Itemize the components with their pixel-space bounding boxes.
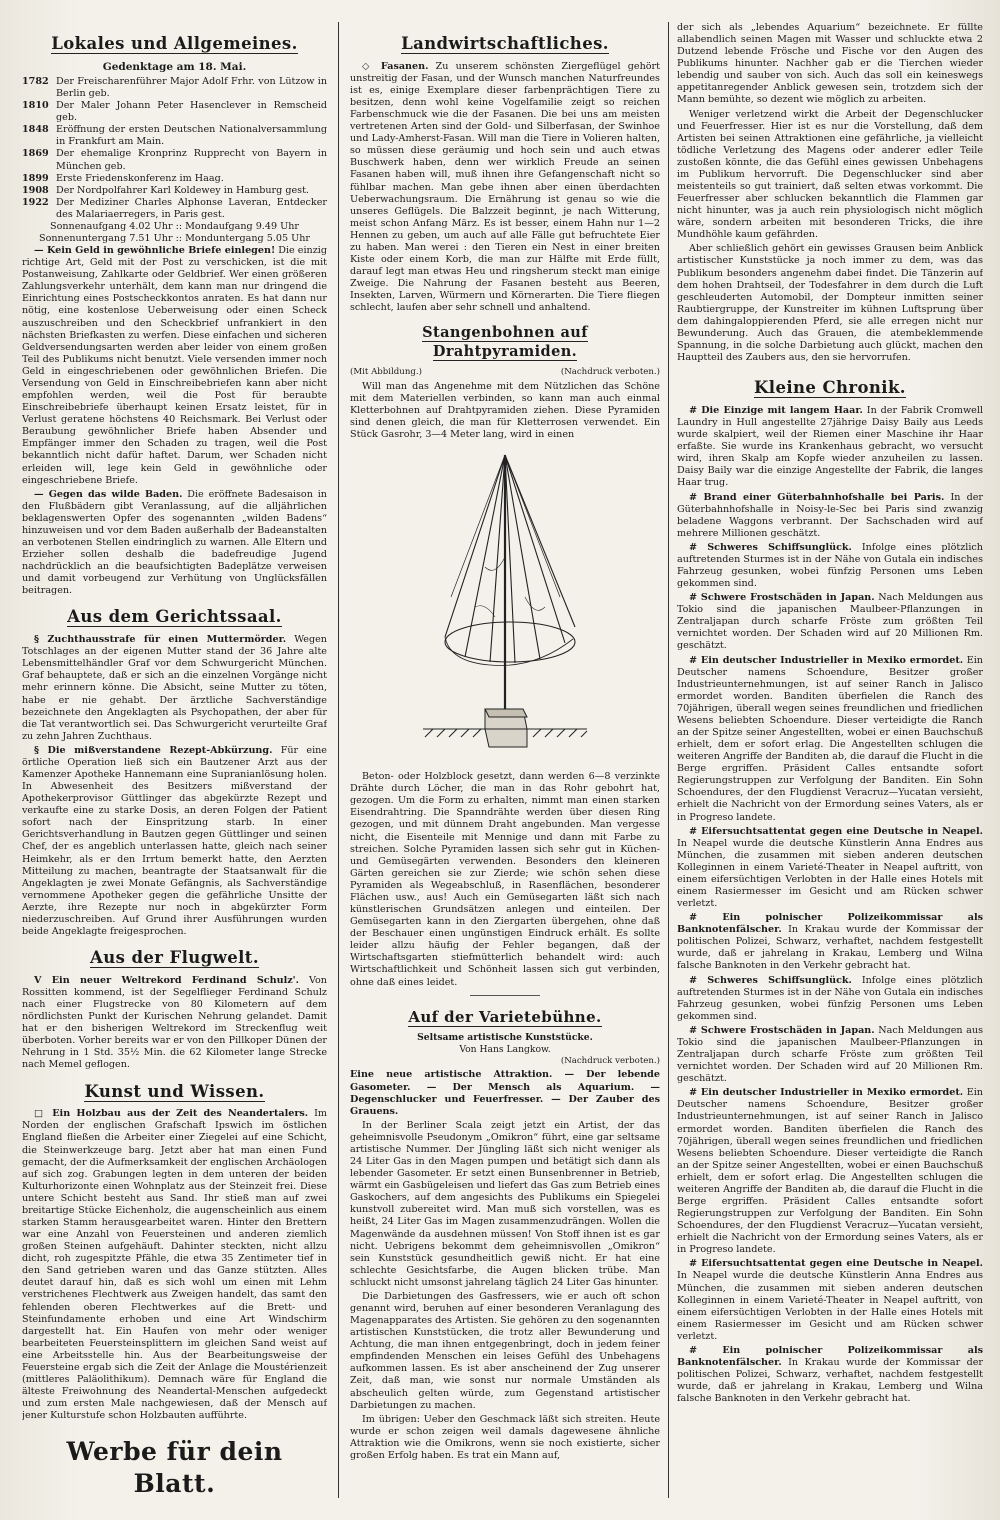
article-notes — [350, 367, 660, 378]
article-paragraph: Weniger verletzend wirkt die Arbeit der Degenschlucker und Feuerfresser. Hier ist es nur die Vorstellung, daß dem Artisten bei seinen Attraktionen eine gefährliche, ja vielleicht tödliche Verletzung des Magens oder anderer edler Teile zustoßen könnte, die das Gefühl eines gewissen Unbehagens im Publikum hervorruft. Die Degenschlucker sind aber meistenteils so gut trainiert, daß selten etwas vorkommt. Die Feuerfresser aber schlucken bekanntlich die Flammen gar nicht hinunter, was ja auch rein physiologisch nicht möglich wäre, sondern arbeiten mit besonderen Tricks, die ihre Mundhöhle kaum gefährden. — [677, 108, 983, 241]
article-paragraph: — Kein Geld in gewöhnliche Briefe einlegen! Die einzig richtige Art, Geld mit der Post zu verschicken, ist die mit Postanweisung, Zahlkarte oder Geldbrief. Wer einen größeren Zahlungsverkehr unterhält, dem kann man nur dringend die Einrichtung eines Postscheckkontos anraten. Es hat dann nur nötig, eine kostenlose Ueberweisung oder einen Scheck auszuschreiben und den Scheckbrief unfrankiert in den nächsten Briefkasten zu werfen. Diese einfachen und sicheren Geldversendungsarten werden aber leider von einem großen Teil des Publikums nicht benutzt. Viele versenden immer noch Geld in eingeschriebenen oder gewöhnlichen Briefen. Die Versendung von Geld in Einschreibebriefen kann aber nicht empfohlen werden, weil die Post für beraubte Einschreibebriefe überhaupt keinen Ersatz leistet, für in Verlust geratene höchstens 40 Reichsmark. Bei Verlust oder Beraubung gewöhnlicher Briefe haben Absender und Empfänger immer den Schaden zu tragen, weil die Post bekanntlich nicht dafür haftet. Darum, wer Schaden nicht erleiden will, lege kein Geld in gewöhnliche oder eingeschriebene Briefe. — [22, 245, 327, 486]
section-title-chronik: Kleine Chronik. — [754, 378, 906, 398]
column-divider — [338, 22, 339, 1498]
sun-times-set: Sonnenuntergang 7.51 Uhr :: Monduntergang 5.05 Uhr — [39, 233, 310, 245]
article-paragraph: In der Berliner Scala zeigt jetzt ein Artist, der das geheimnisvolle Pseudonym „Omikron“ führt, eine gar seltsame artistische Nummer. Der Jüngling läßt sich nicht weniger als 24 Liter Gas in den Magen pumpen und betätigt sich dann als lebender Gasometer. Er setzt einen Bunsenbrenner in Betrieb, wärmt ein Gasbügeleisen und liefert das Gas zum Betrieb eines Gaskochers, auf dem angesichts des Publikums ein Spiegelei kunstvoll zubereitet wird. Man muß sich vorstellen, was es heißt, 24 Liter Gas im Magen zusammenzudrängen. Wollen die Magenwände da ausdehnen müssen! Von Stoff ihnen ist es gar nicht. Uebrigens bekommt dem geheimnisvollen „Omikron“ sein Kunststück gesundheitlich gewiß nicht. Er hat eine schlechte Gesichtsfarbe, die Augen blicken trübe. Man schluckt nicht umsonst jahrelang täglich 24 Liter Gas hinunter. — [350, 1119, 660, 1288]
list-item: # Eifersuchtsattentat gegen eine Deutsche in Neapel. In Neapel wurde die deutsche Künstlerin Anna Endres aus München, die zusammen mit sieben anderen deutschen Kolleginnen in einem Varieté-Theater in Neapel auftritt, von einem eifersüchtigen Verlobten in der Halle eines Hotels mit einem Rasiermesser im Gesicht und am Rücken schwer verletzt. — [677, 1258, 983, 1342]
list-item: # Ein deutscher Industrieller in Mexiko ermordet. Ein Deutscher namens Schoendure, Besitzer großer Industrieunternehmungen, ist auf seiner Ranch in Jalisco ermordet worden. Banditen überfielen die Ranch des 70jährigen, überall wegen seines freundlichen und friedlichen Wesens beliebten Schoendure. Dieser verteidigte die Ranch an der Spitze seiner Angestellten, wobei er einen Bauchschuß erhielt, dem er sofort erlag. Die Angestellten schlugen die weiteren Angriffe der Banditen ab, die darauf die Flucht in die Berge ergriffen. Präsident Calles entsandte sofort Regierungstruppen zur Verfolgung der Banditen. Ein Sohn Schoendures, der den Flugdienst Veracruz—Yucatan versieht, erhielt die Nachricht von der Ermordung seines Vaters, als er in Progreso landete. — [677, 654, 983, 823]
wire-pyramid-illustration — [350, 447, 660, 765]
list-item: # Schwere Frostschäden in Japan. Nach Meldungen aus Tokio sind die japanischen Maulbeer-Pflanzungen in Zentraljapan durch scharfe Fröste zum größten Teil vernichtet worden. Der Schaden wird auf 20 Millionen Rm. geschätzt. — [677, 592, 983, 652]
copyright-note: (Nachdruck verboten.) — [560, 366, 660, 377]
list-item: # Die Einzige mit langem Haar. In der Fabrik Cromwell Laundry in Hull angestellte 27jährige Daisy Baily aus Leeds wurde skalpiert, weil der Riemen einer Maschine ihr Haar erfaßte. Sie wurde ins Krankenhaus gebracht, wo versucht wird, ihren Skalp am Kopfe wieder anzuheilen zu lassen. Daisy Baily war die einzige Angestellte der Fabrik, die langes Haar trug. — [677, 404, 983, 489]
article-paragraph: § Zuchthausstrafe für einen Muttermörder. Wegen Totschlages an der eigenen Mutter stand der 36 Jahre alte Lebensmittelhändler Graf vor dem Schwurgericht München. Graf behauptete, daß er sich an die einzelnen Vorgänge nicht mehr erinnern könne. Die Absicht, seine Mutter zu töten, habe er nie gehabt. Der ärztliche Sachverständige bezeichnete den Angeklagten als Psychopathen, der aber für die Tat verantwortlich sei. Das Schwurgericht verurteilte Graf zu zehn Jahren Zuchthaus. — [22, 634, 327, 742]
list-item: 1899 Erste Friedenskonferenz im Haag. — [22, 172, 224, 184]
list-item: # Schwere Frostschäden in Japan. Nach Meldungen aus Tokio sind die japanischen Maulbeer-Pflanzungen in Zentraljapan durch scharfe Fröste zum größten Teil vernichtet worden. Der Schaden wird auf 20 Millionen Rm. geschätzt. — [677, 1024, 983, 1085]
gedenktage-heading: Gedenktage am 18. Mai. — [102, 60, 247, 73]
advert-slogan: Werbe für dein Blatt. — [66, 1437, 283, 1498]
article-paragraph: V Ein neuer Weltrekord Ferdinand Schulz'. Von Rossitten kommend, ist der Segelflieger Ferdinand Schulz nach einer Flugstrecke von 80 Kilometern auf dem nördlichsten Punkt der Kurischen Nehrung gelandet. Damit hat er den bisherigen Weltrekord im Streckenflug weit überboten. Vorher bereits war er von den Pillkoper Dünen der Nehrung in 1 Std. 35½ Min. die 62 Kilometer lange Strecke nach Memel geflogen. — [22, 974, 327, 1071]
list-item: # Ein polnischer Polizeikommissar als Banknotenfälscher. In Krakau wurde der Kommissar der politischen Polizei, Schwarz, verhaftet, nachdem festgestellt wurde, daß er jahrelang in Krakau, Lemberg und Wilna falsche Banknoten in den Verkehr gebracht hat. — [677, 912, 983, 972]
article-paragraph: ◇ Fasanen. Zu unserem schönsten Ziergeflügel gehört unstreitig der Fasan, und der Wunsch manchen Naturfreundes ist es, einige Exemplare dieser farbenprächtigen Tiere zu besitzen, denn wohl keine Vogelfamilie zeigt so reichen Farbenschmuck wie die der Fasanen. Die bei uns am meisten vertretenen Arten sind der Gold- und Silberfasan, der Swinhoe und Lady-Amherst-Fasan. Will man die Tiere in Volieren halten, so müssen diese geräumig und hoch sein und auch etwas Buschwerk haben, denn wer wirklich Freude an seinen Fasanen haben will, muß ihnen ihre Gefangenschaft nicht so fühlbar machen. Man gebe ihnen aber einen überdachten Ueberwachungsraum. Die Ernährung ist genau so wie die unseres Geflügels. Die Balzzeit beginnt, je nach Witterung, meist schon Anfang März. Es ist besser, einem Hahn nur 1—2 Hennen zu geben, um auch auf alle Fälle gut befruchtete Eier zu haben. Man werei : den Tieren ein Nest in einer breiten Kiste oder einem Korb, die man zur Hälfte mit Erde füllt, darauf legt man etwas Heu und ringsherum steckt man einige Zweige. Die Nahrung der Fasanen besteht aus Beeren, Insekten, Larven, Würmern und Körnerarten. Die Tiere fliegen schlecht, laufen aber sehr schnell und anhaltend. — [350, 60, 660, 314]
article-paragraph: □ Ein Holzbau aus der Zeit des Neandertalers. Im Norden der englischen Grafschaft Ipswich im östlichen England fließen die Arbeiter einer Ziegelei auf eine Schicht, die Steinwerkzeuge barg. Jetzt aber hat man einen Fund gemacht, der die Aufmerksamkeit der englischen Archäologen auf sich zog. Grabungen legten in dem unteren der beiden Kulturhorizonte einen Wohnplatz aus der Steinzeit frei. Diese untere Schicht besteht aus Sand. Ihr stieß man auf zwei breitartige Stücke Eichenholz, die augenscheinlich aus einem starken Stamm herausgearbeitet waren. Hinter den Brettern war eine Anzahl von Feuersteinen und anderen ziemlich großen Steinen aufgehäuft. Dahinter steckten, nicht allzu dicht, roh zugespitzte Pfähle, die etwa 35 Zentimeter tief in den Sand getrieben waren und das Ganze stützten. Alles deutet darauf hin, daß es sich wohl um einen mit Lehm verstrichenes Flechtwerk aus Zweigen handelt, das samt den fehlenden oberen Flechtwerkes auf die Brett- und Steinfundamente erhoben und eine Art Windschirm dargestellt hat. Ein Haufen von mehr oder weniger bearbeiteten Feuersteinsplittern im gleichen Sand weist auf eine Arbeitsstelle hin. Aus der Bearbeitungsweise der Feuersteine ergab sich die Zeit der Anlage die Moustérienzeit (mittleres Paläolithikum). Demnach wäre für England die älteste Freiwohnung des Neandertal-Menschen aufgedeckt und zum ersten Male nachgewiesen, daß der Mensch auf jener Kulturstufe schon Holzbauten aufführte. — [22, 1108, 327, 1422]
article-paragraph: Beton- oder Holzblock gesetzt, dann werden 6—8 verzinkte Drähte durch Löcher, die man in das Rohr gebohrt hat, gezogen. Um die Form zu erhalten, nimmt man einen starken Eisendrahtring. Die Spanndrähte werden über diesen Ring gezogen, und mit dünnem Draht angebunden. Man vergesse nicht, die Eisenteile mit Mennige und dann mit Farbe zu streichen. Solche Pyramiden lassen sich sehr gut in Küchen- und Gemüsegärten verwenden. Besonders den kleineren Gärten gereichen sie zur Zierde; wie schön sehen diese Pyramiden als Wegeabschluß, in Rasenflächen, besonderer Flächen usw., aus! Auch ein Gemüsegarten läßt sich nach künstlerischen Grundsätzen anlegen und einteilen. Der Gemüsegarten kann in den Ziergarten übergehen, ohne daß der Beschauer einen ungünstigen Eindruck erhält. Es sollte leider allzu häufig der Fehler begangen, daß der Wirtschaftsgarten stiefmütterlich behandelt wird: auch Wirtschaftlichkeit und Schönheit lassen sich gut verbinden, ohne daß eines leidet. — [350, 771, 660, 988]
sun-times-rise: Sonnenaufgang 4.02 Uhr :: Mondaufgang 9.49 Uhr — [50, 220, 299, 232]
list-item: 1908 Der Nordpolfahrer Karl Koldewey in Hamburg gest. — [22, 184, 309, 196]
section-title-gericht: Aus dem Gerichtssaal. — [67, 607, 282, 627]
article-title-variete: Auf der Varietebühne. — [408, 1007, 602, 1026]
list-item: 1922 Der Mediziner Charles Alphonse Laveran, Entdecker des Malariaerregers, in Paris gest. — [22, 196, 327, 220]
list-item: # Brand einer Güterbahnhofshalle bei Paris. In der Güterbahnhofshalle in Noisy-le-Sec bei Paris sind zwanzig beladene Waggons verbrannt. Der Sachschaden wird auf mehrere Millionen geschätzt. — [677, 491, 983, 539]
illustration-note: (Mit Abbildung.) — [350, 366, 422, 377]
list-item: 1810 Der Maler Johann Peter Hasenclever in Remscheid geb. — [22, 100, 327, 124]
article-teaser: Eine neue artistische Attraktion. — Der lebende Gasometer. — Der Mensch als Aquarium. — Degenschlucker und Feuerfresser. — Der Zauber des Grauens. — [350, 1069, 660, 1117]
article-title-stangenbohnen: Stangenbohnen auf Drahtpyramiden. — [422, 324, 588, 360]
article-paragraph: der sich als „lebendes Aquarium“ bezeichnete. Er füllte allabendlich seinen Magen mit Wasser und schluckte etwa 2 Dutzend lebende Frösche und Fische vor den Augen des Publikums hinunter. Nachher gab er die Tierchen wieder lebendig und sauber von sich. Auch das soll ein keineswegs appetitanregender Anblick gewesen sein, trotzdem sich der Mann bemühte, so dezent wie möglich zu arbeiten. — [677, 22, 983, 106]
wire-pyramid-drawing — [415, 447, 595, 765]
list-item: # Schweres Schiffsunglück. Infolge eines plötzlich auftretenden Sturmes ist in der Nähe von Gutala ein indisches Fahrzeug gesunken, wobei fünfzig Personen ums Leben gekommen sind. — [677, 541, 983, 590]
article-paragraph: Im übrigen: Ueber den Geschmack läßt sich streiten. Heute wurde er schon zeigen weil damals dagewesene ähnliche Attraktion wie die Omikrons, wenn sie noch existierte, sicher großen Erfolg haben. Es trat ein Mann auf, — [350, 1413, 660, 1461]
list-item: # Schweres Schiffsunglück. Infolge eines plötzlich auftretenden Sturmes ist in der Nähe von Gutala ein indisches Fahrzeug gesunken, wobei fünfzig Personen ums Leben gekommen sind. — [677, 974, 983, 1022]
section-separator — [470, 995, 540, 996]
list-item: 1848 Eröffnung der ersten Deutschen Nationalversammlung in Frankfurt am Main. — [22, 124, 327, 148]
list-item: # Ein polnischer Polizeikommissar als Banknotenfälscher. In Krakau wurde der Kommissar der politischen Polizei, Schwarz, verhaftet, nachdem festgestellt wurde, daß er jahrelang in Krakau, Lemberg und Wilna falsche Banknoten in den Verkehr gebracht hat. — [677, 1344, 983, 1405]
article-paragraph: — Gegen das wilde Baden. Die eröffnete Badesaison in den Flußbädern gibt Veranlassung, auf die alljährlichen beklagenswerten Opfer des sogenannten „wilden Badens“ hinzuweisen und vor dem Baden außerhalb der Badeanstalten an verbotenen Stellen eindringlich zu warnen. Alle Eltern und Erzieher sollen deshalb die badefreudige Jugend nachdrücklich an die beaufsichtigten Badeplätze verweisen und damit vorbeugend zur Verhütung von Unglücksfällen beitragen. — [22, 488, 327, 597]
article-byline: Von Hans Langkow. — [459, 1044, 551, 1056]
column-left — [22, 22, 327, 1500]
gedenktage-list — [22, 76, 327, 221]
list-item: # Ein deutscher Industrieller in Mexiko ermordet. Ein Deutscher namens Schoendure, Besitzer großer Industrieunternehmungen, ist auf seiner Ranch in Jalisco ermordet worden. Banditen überfielen die Ranch des 70jährigen, überall wegen seines freundlichen und friedlichen Wesens beliebten Schoendure. Dieser verteidigte die Ranch an der Spitze seiner Angestellten, wobei er einen Bauchschuß erhielt, dem er sofort erlag. Die Angestellten schlugen die weiteren Angriffe der Banditen ab, die darauf die Flucht in die Berge ergriffen. Präsident Calles entsandte sofort Regierungstruppen zur Verfolgung der Banditen. Ein Sohn Schoendures, der den Flugdienst Veracruz—Yucatan versieht, erhielt die Nachricht von der Ermordung seines Vaters, als er in Progreso landete. — [677, 1087, 983, 1256]
copyright-note: (Nachdruck verboten.) — [560, 1055, 660, 1066]
column-right — [677, 22, 983, 1500]
section-title-landwirtschaft: Landwirtschaftliches. — [401, 34, 609, 53]
column-divider — [668, 22, 669, 1498]
section-title-flugwelt: Aus der Flugwelt. — [90, 948, 259, 968]
section-title-kunst: Kunst und Wissen. — [84, 1081, 265, 1101]
article-subtitle: Seltsame artistische Kunststücke. — [417, 1032, 593, 1044]
section-title-lokales: Lokales und Allgemeines. — [51, 34, 298, 53]
list-item: # Eifersuchtsattentat gegen eine Deutsche in Neapel. In Neapel wurde die deutsche Künstlerin Anna Endres aus München, die zusammen mit sieben anderen deutschen Kolleginnen in einem Varieté-Theater in Neapel auftritt, von einem eifersüchtigen Verlobten in der Halle eines Hotels mit einem Rasiermesser im Gesicht und am Rücken schwer verletzt. — [677, 825, 983, 910]
list-item: 1869 Der ehemalige Kronprinz Rupprecht von Bayern in München geb. — [22, 148, 327, 172]
sun-times — [22, 221, 327, 245]
article-paragraph: Aber schließlich gehört ein gewisses Grausen beim Anblick artistischer Kunststücke ja noch immer zu dem, was das Publikum besonders angenehm dabei findet. Die Tänzerin auf dem hohen Drahtseil, der Todesfahrer in dem durch die Luft geschleuderten Automobil, der Dompteur inmitten seiner Raubtiergruppe, der Kunstreiter im kühnen Luftsprung über dem dahingaloppierenden Pferd, sie alle erregen nicht nur Bewunderung. Auch das Grauen, die atembeklemmende Spannung, in die solche Darbietung auch glückt, machen den Hauptteil des Zaubers aus, den sie hervorrufen. — [677, 243, 983, 364]
column-middle — [350, 22, 660, 1500]
article-paragraph: § Die mißverstandene Rezept-Abkürzung. Für eine örtliche Operation ließ sich ein Bautzener Arzt aus der Kamenzer Apotheke Hannemann eine Supranianlösung holen. In Abwesenheit des Besitzers mißverstand der Apothekerprovisor Güttlinger das abgekürzte Rezept und verkaufte eine zu starke Dosis, an deren Folgen der Patient sofort nach der Einspritzung starb. In einer Gerichtsverhandlung in Bautzen gegen Güttlinger und seinen Chef, der es angeblich unterlassen hatte, gleich nach seiner Heimkehr, als er den Irrtum bemerkt hatte, den Aerzten Mitteilung zu machen, beantragte der Staatsanwalt für die Angeklagten je zwei Monate Gefängnis, als Sachverständige vernommene Apotheker gegen die gefährliche Unsitte der Aerzte, ihre Rezepte nur noch in abgekürzter Form niederzuschreiben. Auf Grund ihrer Ausführungen wurden beide Angeklagte freigesprochen. — [22, 744, 327, 938]
list-item: 1782 Der Freischarenführer Major Adolf Frhr. von Lützow in Berlin geb. — [22, 76, 327, 100]
article-paragraph: Will man das Angenehme mit dem Nützlichen das Schöne mit dem Materiellen verbinden, so kann man auch einmal Kletterbohnen auf Drahtpyramiden ziehen. Diese Pyramiden sind denen gleich, die man für Kletterrosen verwendet. Ein Stück Gasrohr, 3—4 Meter lang, wird in einen — [350, 380, 660, 441]
article-paragraph: Die Darbietungen des Gasfressers, wie er auch oft schon genannt wird, beruhen auf einer besonderen Veranlagung des Magenapparates des Artisten. Sie gehören zu den sogenannten artistischen Kunststücken, die trotz aller Bewunderung und Achtung, die man ihnen entgegenbringt, doch in jedem feiner empfindenden Menschen ein leises Gefühl des Unbehagens aufkommen lassen. Es ist aber anscheinend der Zug unserer Zeit, daß man, wie sonst nur normale Umständen als abscheulich gelten würde, zum Gegenstand artistischer Darbietungen zu machen. — [350, 1290, 660, 1411]
